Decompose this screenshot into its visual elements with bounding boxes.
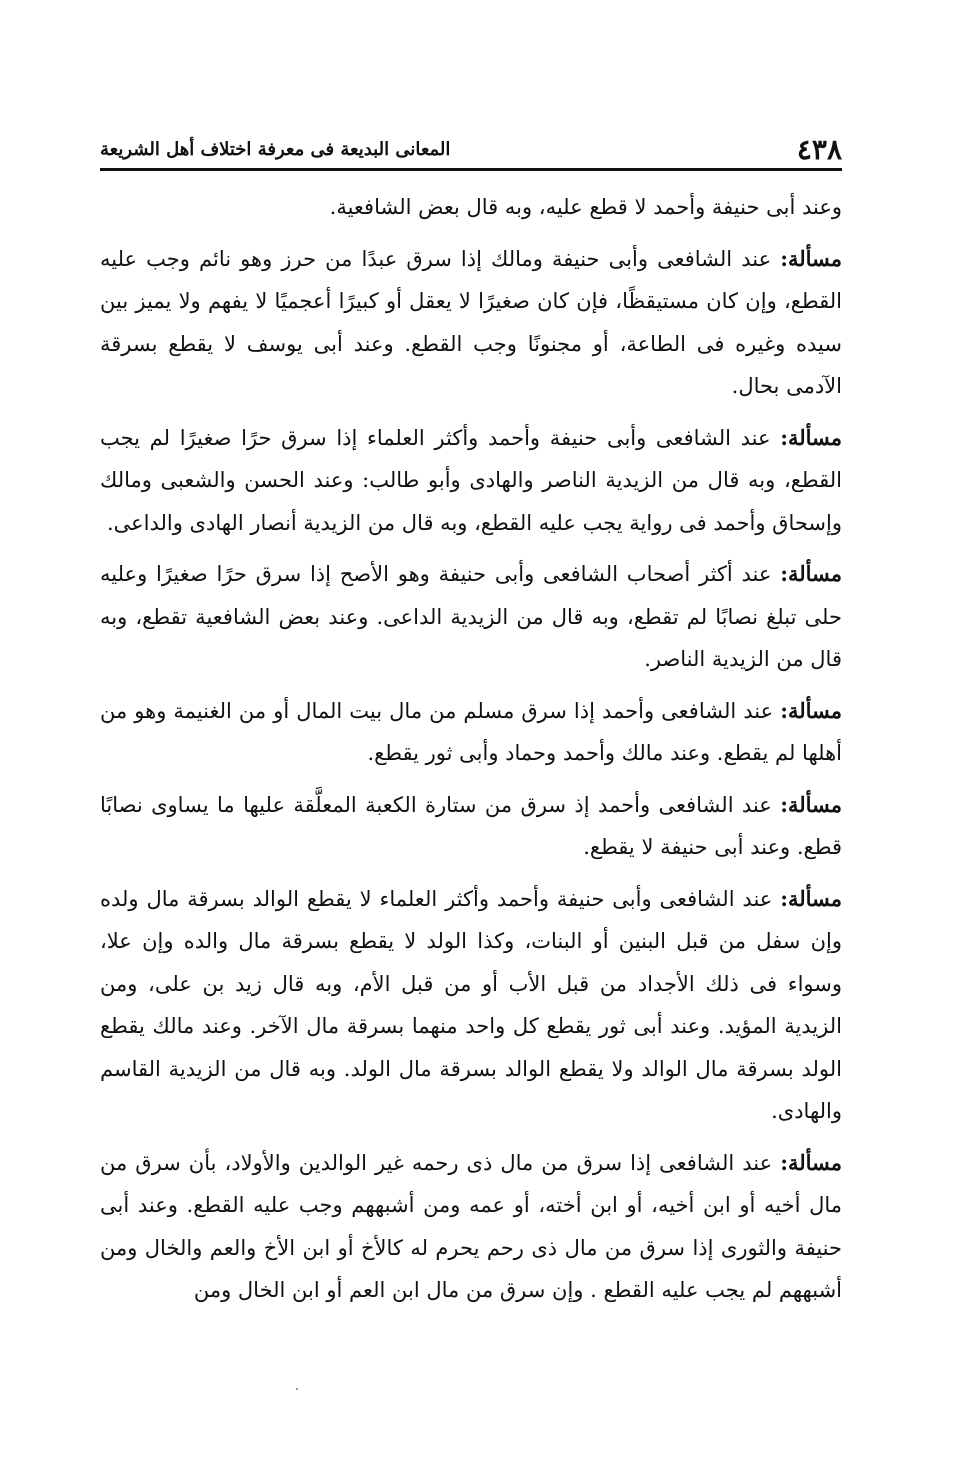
- issue-label: مسألة:: [780, 245, 842, 271]
- issue-label: مسألة:: [780, 561, 842, 586]
- paragraph: [100, 690, 842, 775]
- paragraph-text: عند أكثر أصحاب الشافعى وأبى حنيفة وهو الأصح إذا سرق حرًا صغيرًا وعليه حلى تبلغ نصابًا لم تقطع، وبه قال من الزيدية الداعى. وعند بعض الشافعية تقطع، وبه قال من الزيدية الناصر.: [100, 562, 842, 671]
- body-text: [100, 186, 842, 1321]
- paragraph: [100, 878, 842, 1133]
- paragraph: [100, 238, 842, 408]
- paragraph-text: عند الشافعى وأحمد إذا سرق مسلم من مال بيت المال أو من الغنيمة وهو من أهلها لم يقطع. وعند مالك وأحمد وحماد وأبى ثور يقطع.: [100, 698, 842, 765]
- issue-label: مسألة:: [780, 1149, 842, 1175]
- scan-speck: [296, 1388, 298, 1390]
- paragraph: [100, 553, 842, 681]
- header-rule: [100, 168, 842, 171]
- running-title: المعانى البديعة فى معرفة اختلاف أهل الشريعة: [100, 139, 451, 160]
- paragraph: [100, 784, 842, 869]
- paragraph: [100, 186, 842, 229]
- paragraph-text: عند الشافعى إذا سرق من مال ذى رحمه غير الوالدين والأولاد، بأن سرق من مال أخيه أو ابن أخيه، أو ابن أخته، أو عمه ومن أشبههم وجب عليه القطع. وعند أبى حنيفة والثورى إذا سرق من مال ذى رحم يحرم له كالأخ أو ابن الأخ والعم والخال ومن أشبههم لم يجب عليه القطع . وإن سرق من مال ابن العم أو ابن الخال ومن: [100, 1150, 842, 1302]
- paragraph: [100, 1142, 842, 1312]
- issue-label: مسألة:: [780, 697, 842, 723]
- issue-label: مسألة:: [780, 424, 842, 450]
- paragraph-text: عند الشافعى وأبى حنيفة وأحمد وأكثر العلماء إذا سرق حرًا صغيرًا لم يجب القطع، وبه قال من الزيدية الناصر والهادى وأبو طالب: وعند الحسن والشعبى ومالك وإسحاق وأحمد فى رواية يجب عليه القطع، وبه قال من الزيدية أنصار الهادى والداعى.: [100, 425, 842, 535]
- paragraph-text: وعند أبى حنيفة وأحمد لا قطع عليه، وبه قال بعض الشافعية.: [329, 195, 842, 219]
- issue-label: مسألة:: [780, 885, 842, 911]
- issue-label: مسألة:: [780, 791, 842, 817]
- paragraph-text: عند الشافعى وأحمد إذ سرق من ستارة الكعبة المعلَّقة عليها ما يساوى نصابًا قطع. وعند أبى حنيفة لا يقطع.: [100, 792, 842, 859]
- page-number: ٤٣٨: [796, 133, 842, 166]
- paragraph-text: عند الشافعى وأبى حنيفة وأحمد وأكثر العلماء لا يقطع الوالد بسرقة مال ولده وإن سفل من قبل البنين أو البنات، وكذا الولد لا يقطع بسرقة مال والده وإن علا، وسواء فى ذلك الأجداد من قبل الأب أو من قبل الأم، وبه قال زيد بن على، ومن الزيدية المؤيد. وعند أبى ثور يقطع كل واحد منهما بسرقة مال الآخر. وعند مالك يقطع الولد بسرقة مال الوالد ولا يقطع الوالد بسرقة مال الولد. وبه قال من الزيدية القاسم والهادى.: [100, 886, 842, 1123]
- paragraph-text: عند الشافعى وأبى حنيفة ومالك إذا سرق عبدًا من حرز وهو نائم وجب عليه القطع، وإن كان مستيقظًا، فإن كان صغيرًا لا يعقل أو كبيرًا أعجميًا لا يفهم ولا يميز بين سيده وغيره فى الطاعة، أو مجنونًا وجب القطع. وعند أبى يوسف لا يقطع بسرقة الآدمى بحال.: [100, 246, 842, 398]
- paragraph: [100, 417, 842, 545]
- page-header: [100, 118, 842, 170]
